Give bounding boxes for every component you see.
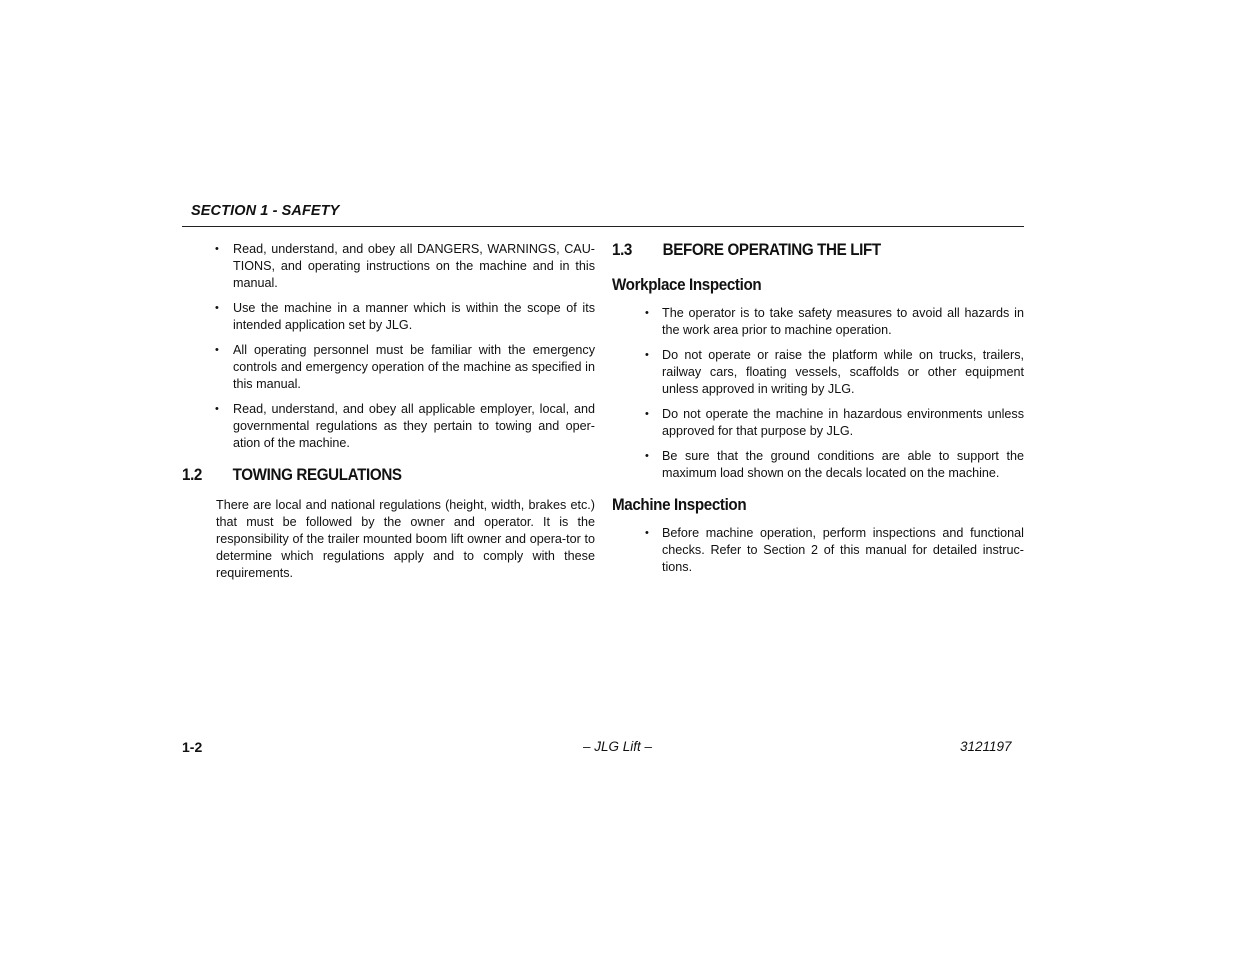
left-column <box>182 241 595 582</box>
list-item-text: Read, understand, and obey all applicable employer, local, and governmental regulations as they pertain to towing and oper-ation of the machine. <box>233 402 595 450</box>
list-item-text: Be sure that the ground conditions are able to support the maximum load shown on the decals located on the machine. <box>662 449 1024 480</box>
list-item <box>182 342 595 393</box>
list-item <box>612 406 1024 440</box>
machine-bullet-list <box>612 525 1024 576</box>
towing-paragraph: There are local and national regulations (height, width, brakes etc.) that must be followed by the owner and operator. It is the responsibility of the trailer mounted boom lift owner and opera-tor to determine which regulations apply and to comply with these requirements. <box>216 498 595 580</box>
list-item <box>612 347 1024 398</box>
list-item-text: Do not operate the machine in hazardous environments unless approved for that purpose by JLG. <box>662 407 1024 438</box>
list-item <box>612 305 1024 339</box>
footer-center-text: – JLG Lift – <box>582 739 653 754</box>
section-number: 1.2 <box>182 466 203 484</box>
list-item <box>182 241 595 292</box>
bullet-icon: • <box>215 344 219 356</box>
bullet-icon: • <box>215 243 219 255</box>
footer-page-number: 1-2 <box>182 739 203 755</box>
bullet-icon: • <box>645 450 649 462</box>
list-item <box>612 448 1024 482</box>
workplace-bullet-list <box>612 305 1024 482</box>
footer-document-number: 3121197 <box>960 739 1012 754</box>
list-item <box>182 401 595 452</box>
bullet-icon: • <box>645 408 649 420</box>
bullet-icon: • <box>645 307 649 319</box>
bullet-icon: • <box>645 349 649 361</box>
list-item-text: Read, understand, and obey all DANGERS, WARNINGS, CAU-TIONS, and operating instructions on the machine and in this manual. <box>233 242 595 290</box>
list-item-text: Before machine operation, perform inspections and functional checks. Refer to Section 2 of this manual for detailed instruc-tions. <box>662 526 1024 574</box>
list-item-text: All operating personnel must be familiar with the emergency controls and emergency operation of the machine as specified in this manual. <box>233 343 595 391</box>
bullet-icon: • <box>215 403 219 415</box>
list-item-text: Use the machine in a manner which is within the scope of its intended application set by JLG. <box>233 301 595 332</box>
bullet-icon: • <box>645 527 649 539</box>
subheading-workplace-inspection: Workplace Inspection <box>612 276 762 294</box>
list-item-text: The operator is to take safety measures to avoid all hazards in the work area prior to machine operation. <box>662 306 1024 337</box>
bullet-icon: • <box>215 302 219 314</box>
left-bullet-list <box>182 241 595 452</box>
section-title: TOWING REGULATIONS <box>232 466 402 484</box>
section-header-title: SECTION 1 - SAFETY <box>191 203 340 219</box>
section-title: BEFORE OPERATING THE LIFT <box>662 241 881 259</box>
list-item-text: Do not operate or raise the platform while on trucks, trailers, railway cars, floating vessels, scaffolds or other equipment unless approved in writing by JLG. <box>662 348 1024 396</box>
list-item <box>182 300 595 334</box>
section-heading-before-operating <box>612 241 991 260</box>
list-item <box>612 525 1024 576</box>
header-divider <box>182 226 1024 227</box>
right-column <box>612 241 1024 584</box>
section-heading-towing <box>182 466 562 485</box>
subheading-machine-inspection: Machine Inspection <box>612 496 747 514</box>
section-number: 1.3 <box>612 241 633 259</box>
